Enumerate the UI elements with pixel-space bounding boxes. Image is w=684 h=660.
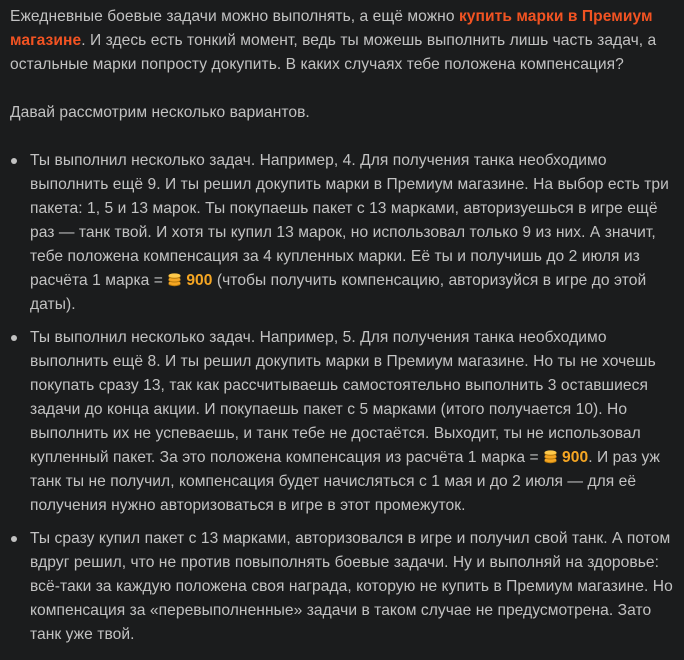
gold-amount <box>543 449 588 466</box>
gold-coins-icon <box>167 272 182 287</box>
variants-paragraph: Давай рассмотрим несколько вариантов. <box>10 104 310 121</box>
premium-shop-link[interactable]: купить марки в Премиум магазине <box>10 8 653 49</box>
gold-amount-value: 900 <box>562 449 589 466</box>
variants-list <box>10 149 674 647</box>
list-item <box>10 527 674 647</box>
intro-paragraph <box>10 5 674 77</box>
gold-amount-value: 900 <box>186 272 213 289</box>
bullet-icon <box>11 158 17 164</box>
item-text: Ты сразу купил пакет с 13 марками, авторизовался в игре и получил свой танк. А потом вдруг решил, что не против повыполнять боевые задачи. Ну и выполняй на здоровье: всё-таки за каждую положена своя награда, которую не купить в Премиум магазине. Но компенсация за «перевыполненные» задачи в таком случае не предусмотрена. Зато танк уже твой. <box>30 530 673 643</box>
bullet-icon <box>11 335 17 341</box>
gold-coins-icon <box>543 449 558 464</box>
bullet-icon <box>11 536 17 542</box>
item-text-before: Ты выполнил несколько задач. Например, 5. Для получения танка необходимо выполнить ещё 8. И ты решил докупить марки в Премиум магазине. Но ты не хочешь покупать сразу 13, так как рассчитываешь самостоятельно выполнить 3 оставшиеся задачи до конца акции. И покупаешь пакет с 5 марками (итого получается 10). Но выполнить их не успеваешь, и танк тебе не достаётся. Выходит, ты не использовал купленный пакет. За это положена компенсация из расчёта 1 марка = <box>30 329 656 466</box>
intro-text-before: Ежедневные боевые задачи можно выполнять, а ещё можно <box>10 8 459 25</box>
list-item <box>10 149 674 317</box>
item-text-after: (чтобы получить компенсацию, авторизуйся в игре до этой даты). <box>30 272 647 313</box>
intro-text-after: . И здесь есть тонкий момент, ведь ты можешь выполнить лишь часть задач, а остальные марки попросту докупить. В каких случаях тебе положена компенсация? <box>10 32 657 73</box>
item-text-before: Ты выполнил несколько задач. Например, 4. Для получения танка необходимо выполнить ещё 9. И ты решил докупить марки в Премиум магазине. На выбор есть три пакета: 1, 5 и 13 марок. Ты покупаешь пакет с 13 марками, авторизуешься в игре ещё раз — танк твой. И хотя ты купил 13 марок, но использовал только 9 из них. А значит, тебе положена компенсация за 4 купленных марки. Её ты и получишь до 2 июля из расчёта 1 марка = <box>30 152 669 289</box>
list-item <box>10 326 674 518</box>
gold-amount <box>167 272 212 289</box>
item-text-after: . И раз уж танк ты не получил, компенсация будет начисляться с 1 мая и до 2 июля — для её получения нужно авторизоваться в игре в этот промежуток. <box>30 449 660 514</box>
